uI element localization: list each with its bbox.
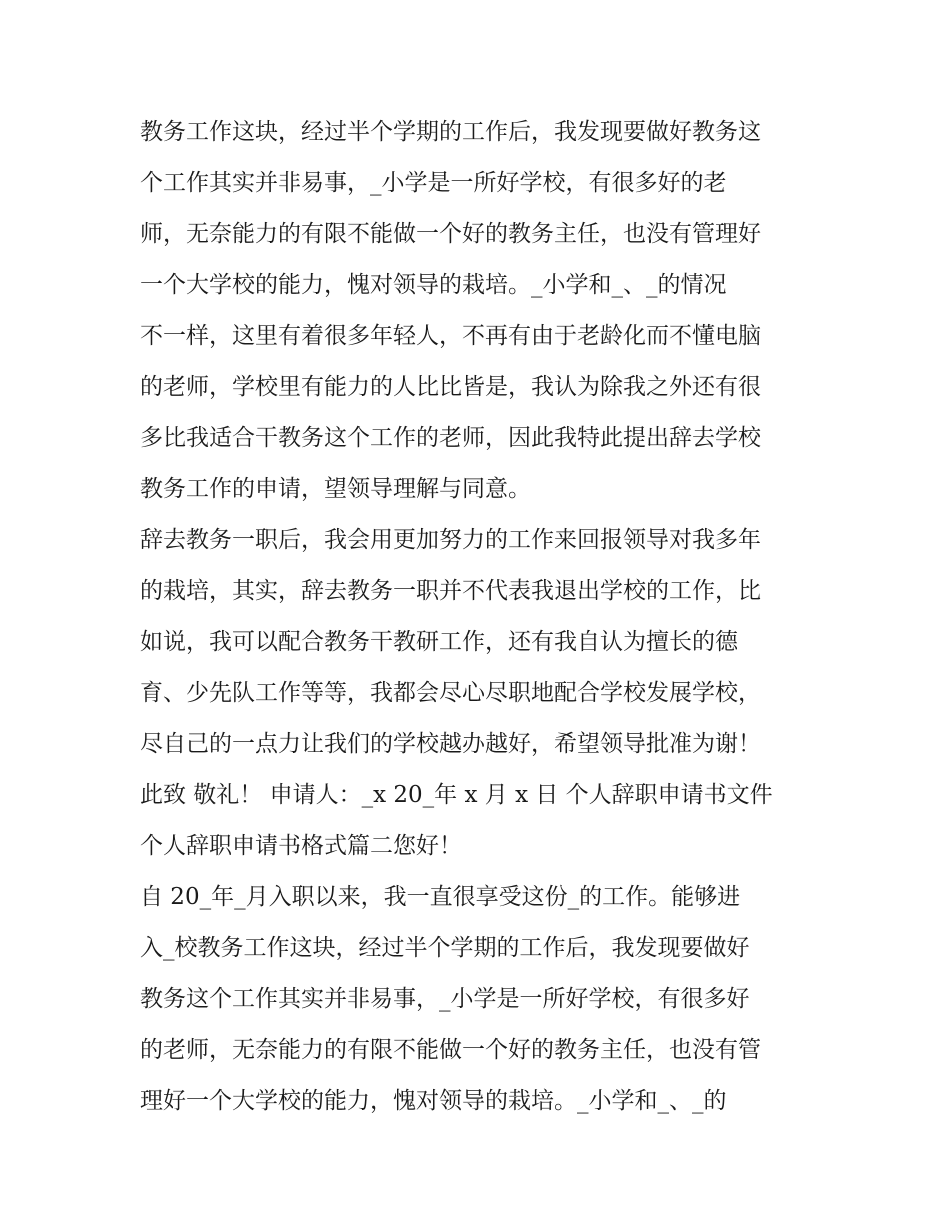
text-line: 一个大学校的能力，愧对领导的栽培。_小学和_、_的情况 [140, 272, 727, 298]
text-line: 的老师，无奈能力的有限不能做一个好的教务主任，也没有管 [140, 1037, 761, 1063]
text-line: 的老师，学校里有能力的人比比皆是，我认为除我之外还有很 [140, 374, 761, 400]
text-line: 教务工作这块，经过半个学期的工作后，我发现要做好教务这 [140, 119, 761, 145]
text-line: 入_校教务工作这块，经过半个学期的工作后，我发现要做好 [140, 935, 750, 961]
text-line: 此致 敬礼！ 申请人：_x 20_年 x 月 x 日 个人辞职申请书文件 [140, 782, 773, 808]
document-body [140, 107, 820, 1127]
text-line: 多比我适合干教务这个工作的老师，因此我特此提出辞去学校 [140, 425, 761, 451]
text-line: 育、少先队工作等等，我都会尽心尽职地配合学校发展学校， [140, 680, 761, 706]
text-line: 理好一个大学校的能力，愧对领导的栽培。_小学和_、_的 [140, 1088, 727, 1114]
text-line: 个工作其实并非易事，_小学是一所好学校，有很多好的老 [140, 170, 727, 196]
text-line: 个人辞职申请书格式篇二您好！ [140, 833, 462, 859]
text-line: 尽自己的一点力让我们的学校越办越好，希望领导批准为谢！ [140, 731, 761, 757]
text-line: 师，无奈能力的有限不能做一个好的教务主任，也没有管理好 [140, 221, 761, 247]
text-line: 如说，我可以配合教务干教研工作，还有我自认为擅长的德 [140, 629, 738, 655]
text-line: 不一样，这里有着很多年轻人，不再有由于老龄化而不懂电脑 [140, 323, 761, 349]
text-line: 教务这个工作其实并非易事，_小学是一所好学校，有很多好 [140, 986, 750, 1012]
text-line: 教务工作的申请，望领导理解与同意。 [140, 476, 531, 502]
text-line: 辞去教务一职后，我会用更加努力的工作来回报领导对我多年 [140, 527, 761, 553]
text-line: 自 20_年_月入职以来，我一直很享受这份_的工作。能够进 [140, 884, 741, 910]
text-line: 的栽培，其实，辞去教务一职并不代表我退出学校的工作，比 [140, 578, 761, 604]
